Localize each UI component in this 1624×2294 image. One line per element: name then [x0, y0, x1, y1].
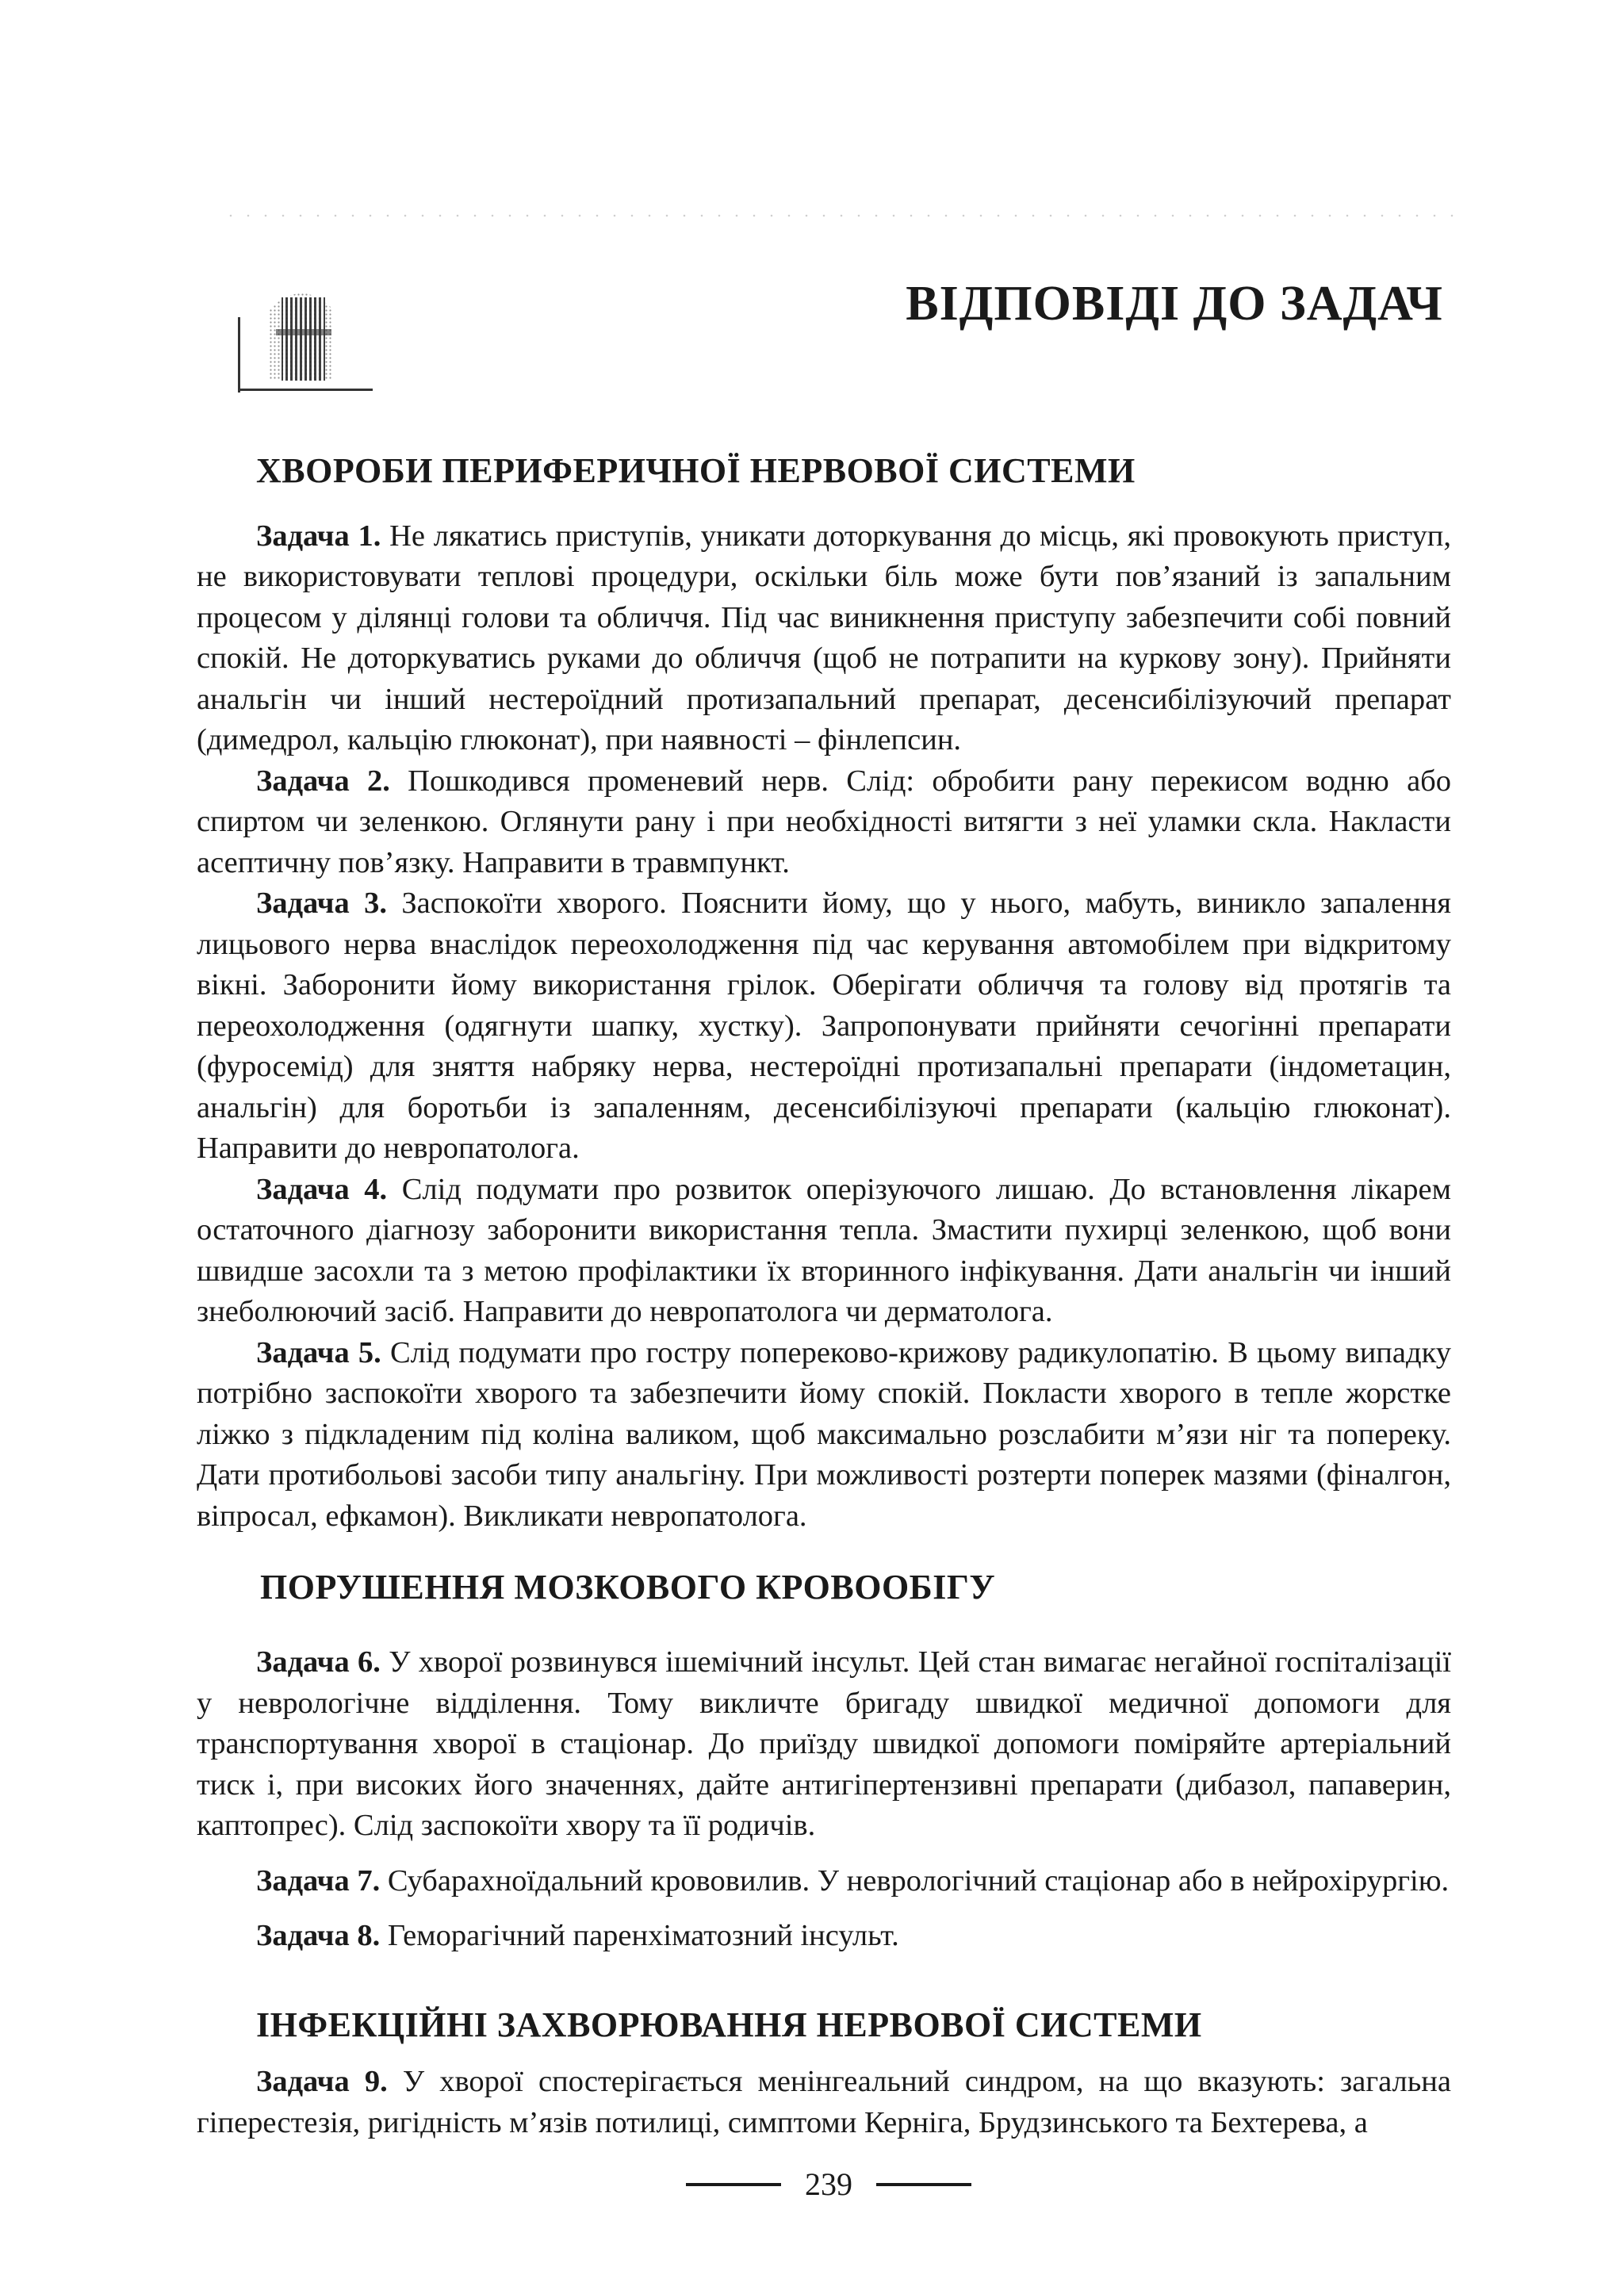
task-3: [197, 883, 1451, 1170]
task-label: Задача 6.: [256, 1645, 381, 1679]
task-label: Задача 8.: [256, 1919, 381, 1953]
task-2: [197, 761, 1451, 884]
chapter-emblem-icon: [238, 262, 365, 389]
task-label: Задача 5.: [256, 1335, 381, 1369]
section-title-peripheral: ХВОРОБИ ПЕРИФЕРИЧНОЇ НЕРВОВОЇ СИСТЕМИ: [256, 451, 1136, 490]
section-title-circulation: ПОРУШЕННЯ МОЗКОВОГО КРОВООБІГУ: [260, 1568, 996, 1607]
task-text: Слід подумати про розвиток оперізуючого лишаю. До встановлення лікарем остаточного діагнозу заборонити використання тепла. Змастити пухирці зеленкою, щоб вони швидше засохли та з метою профілактики їх вторинного інфікування. Дати анальгін чи інший знеболюючий засіб. Направити до невропатолога чи дерматолога.: [197, 1172, 1452, 1329]
footer-rule-right: [876, 2183, 971, 2186]
emblem-vertical-rule: [238, 317, 240, 393]
task-4: [197, 1170, 1451, 1333]
task-label: Задача 7.: [256, 1863, 381, 1898]
task-label: Задача 3.: [256, 887, 387, 921]
task-text: У хворої розвинувся ішемічний інсульт. Цей стан вимагає негайної госпіталізації у неврологічне відділення. Тому викличте бригаду швидкої медичної допомоги для транспортування хворої в стаціонар. До приїзду швидкої допомоги поміряйте артеріальний тиск і, при високих його значеннях, дайте антигіпертензивні препарати (дибазол, папаверин, каптопрес). Слід заспокоїти хвору та її родичів.: [197, 1645, 1452, 1843]
task-1: [197, 516, 1451, 761]
task-9: [197, 2062, 1451, 2143]
task-5: [197, 1333, 1451, 1538]
task-7: [197, 1861, 1451, 1902]
task-text: Геморагічний паренхіматозний інсульт.: [380, 1919, 899, 1953]
page-content: [197, 428, 1451, 2143]
footer-rule-left: [686, 2183, 781, 2186]
task-label: Задача 2.: [256, 764, 390, 798]
task-text: Не лякатись приступів, уникати доторкування до місць, які провокують приступ, не використовувати теплові процедури, оскільки біль може бути пов’язаний із запальним процесом у ділянці голови та обличчя. Під час виникнення приступу забезпечити собі повний спокій. Не доторкуватись руками до обличчя (щоб не потрапити на куркову зону). Прийняти анальгін чи інший нестероїдний протизапальний препарат, десенсибілізуючий препарат (димедрол, кальцію глюконат), при наявності – фінлепсин.: [197, 519, 1451, 757]
task-label: Задача 9.: [256, 2065, 388, 2099]
task-label: Задача 1.: [256, 519, 381, 553]
task-text: Субарахноїдальний крововилив. У неврологічний стаціонар або в нейрохірургію.: [380, 1863, 1450, 1898]
task-text: Пошкодився променевий нерв. Слід: обробити рану перекисом водню або спиртом чи зеленкою. Оглянути рану і при необхідності витягти з неї уламки скла. Накласти асептичну пов’язку. Направити в травмпункт.: [197, 764, 1451, 879]
chapter-title: ВІДПОВІДІ ДО ЗАДАЧ: [906, 277, 1443, 331]
task-6: [197, 1642, 1451, 1847]
section-title-infections: ІНФЕКЦІЙНІ ЗАХВОРЮВАННЯ НЕРВОВОЇ СИСТЕМИ: [256, 2005, 1202, 2044]
task-text: У хворої спостерігається менінгеальний синдром, на що вказують: загальна гіперестезія, ригідність м’язів потилиці, симптоми Керніга, Брудзинського та Бехтерева, а: [197, 2065, 1451, 2139]
page-number: 239: [805, 2166, 852, 2202]
scan-artifact-line: [222, 214, 1459, 217]
task-8: [197, 1916, 1451, 1957]
emblem-horizontal-rule: [238, 389, 373, 391]
page-footer: [0, 2161, 1624, 2208]
task-text: Заспокоїти хворого. Пояснити йому, що у нього, мабуть, виникло запалення лицьового нерва внаслідок переохолодження під час керування автомобілем при відкритому вікні. Заборонити йому використання грілок. Оберігати обличчя та голову від протягів та переохолодження (одягнути шапку, хустку). Запропонувати прийняти сечогінні препарати (фуросемід) для зняття набряку нерва, нестероїдні протизапальні препарати (індометацин, анальгін) для боротьби із запаленням, десенсибілізуючі препарати (кальцію глюконат). Направити до невропатолога.: [197, 887, 1451, 1166]
task-label: Задача 4.: [256, 1172, 388, 1206]
task-text: Слід подумати про гостру попереково-крижову радикулопатію. В цьому випадку потрібно заспокоїти хворого та забезпечити йому спокій. Покласти хворого в тепле жорстке ліжко з підкладеним під коліна валиком, щоб максимально розслабити м’язи ніг та попереку. Дати протибольові засоби типу анальгіну. При можливості розтерти поперек мазями (фіналгон, віпросал, ефкамон). Викликати невропатолога.: [197, 1335, 1451, 1533]
